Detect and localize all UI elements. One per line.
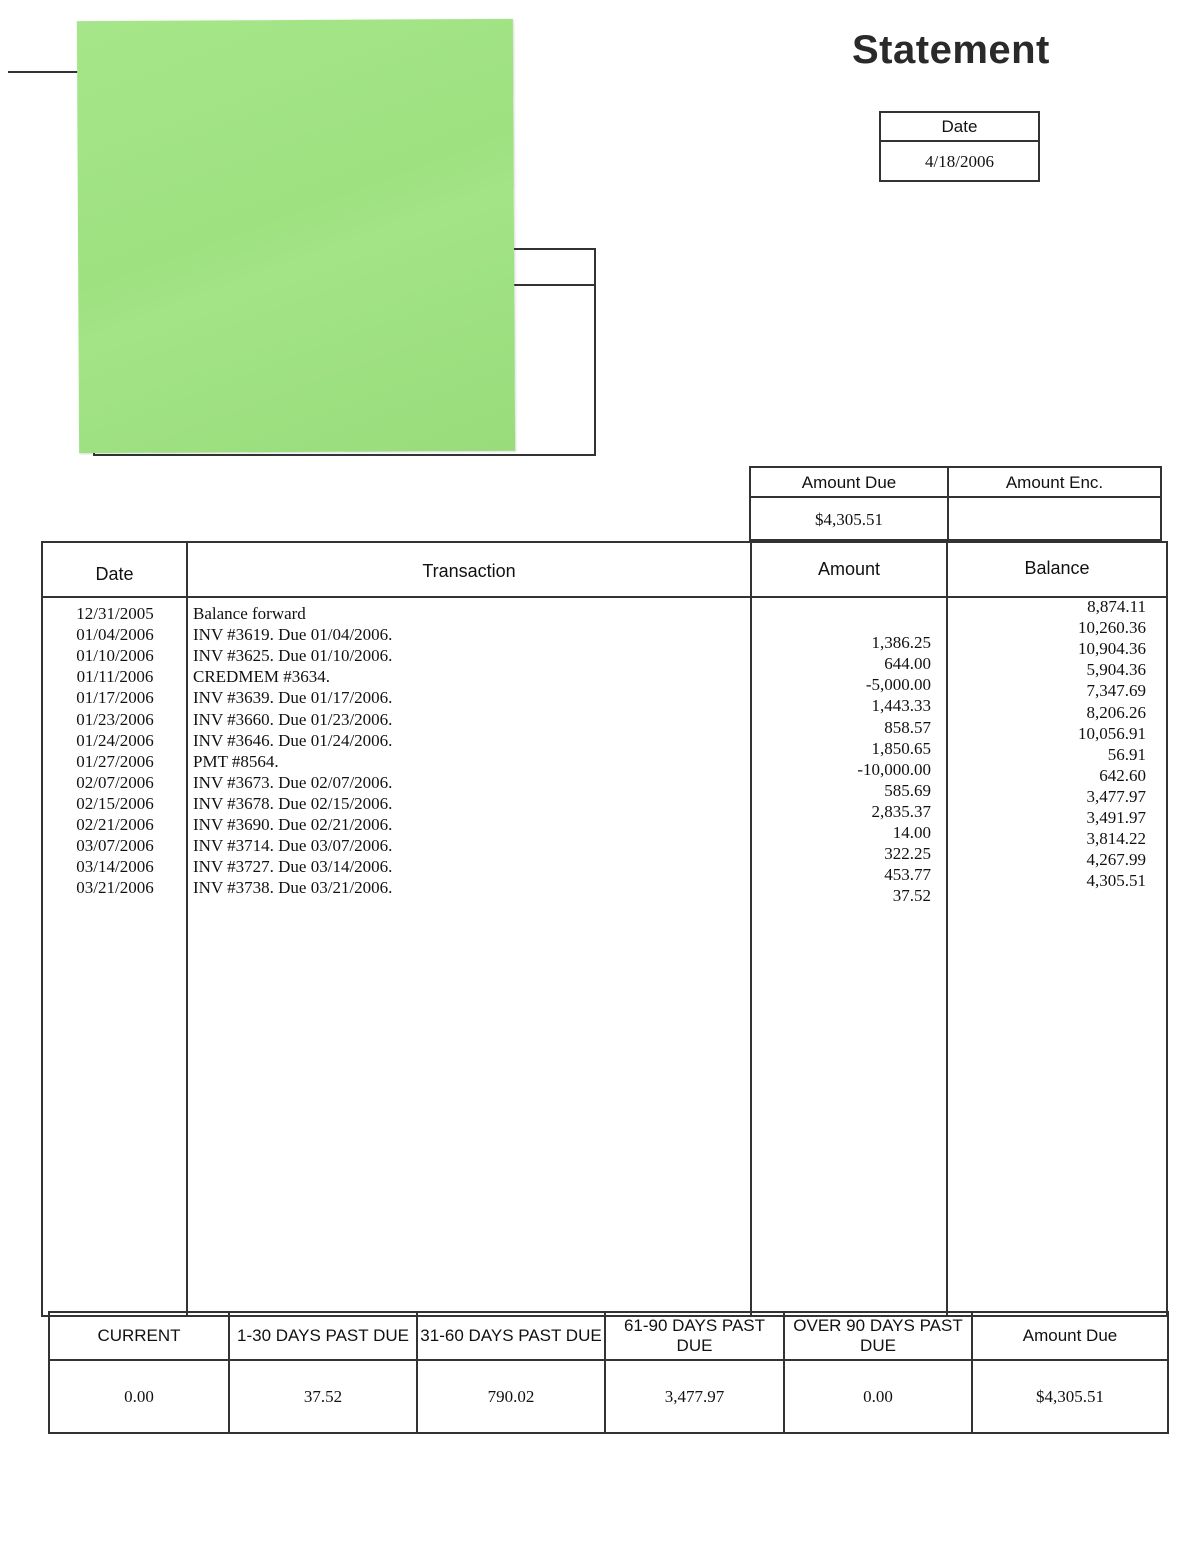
row-transaction: INV #3646. Due 01/24/2006. (193, 730, 393, 750)
row-date: 01/04/2006 (76, 625, 154, 645)
row-balance: 8,206.26 (1086, 702, 1146, 722)
row-transaction: INV #3738. Due 03/21/2006. (193, 878, 393, 898)
amount-enc-label: Amount Enc. (1005, 473, 1104, 492)
row-amount: 1,386.25 (871, 633, 931, 653)
statement-date-box (879, 111, 1040, 182)
row-amount: 453.77 (884, 865, 931, 885)
aging-value-1-30: 37.52 (303, 1387, 343, 1406)
row-date: 01/17/2006 (76, 688, 154, 708)
row-transaction: PMT #8564. (193, 751, 279, 771)
row-date: 01/24/2006 (76, 730, 154, 750)
aging-table (48, 1311, 1169, 1434)
header-date: Date (95, 564, 134, 584)
row-date: 01/27/2006 (76, 751, 154, 771)
aging-value-over-90: 0.00 (863, 1387, 893, 1406)
aging-value-current: 0.00 (124, 1387, 154, 1406)
row-amount: 2,835.37 (871, 801, 931, 821)
row-transaction: CREDMEM #3634. (193, 667, 330, 687)
row-balance: 10,260.36 (1078, 618, 1146, 638)
row-amount: 585.69 (884, 780, 931, 800)
header-transaction: Transaction (422, 561, 516, 581)
row-transaction: INV #3625. Due 01/10/2006. (193, 646, 393, 666)
row-balance: 3,491.97 (1086, 808, 1146, 827)
row-date: 03/07/2006 (76, 836, 154, 856)
column-divider (946, 543, 948, 1315)
row-date: 01/23/2006 (76, 709, 154, 729)
row-balance: 10,904.36 (1078, 639, 1146, 659)
aging-value-31-60: 790.02 (487, 1387, 535, 1406)
row-balance: 3,477.97 (1086, 786, 1146, 806)
page-title: Statement (852, 28, 1050, 72)
amount-due-value: $4,305.51 (815, 510, 883, 529)
row-balance: 642.60 (1099, 765, 1146, 785)
row-amount: 1,443.33 (871, 696, 931, 716)
row-amount: -10,000.00 (857, 759, 931, 779)
row-date: 01/11/2006 (76, 667, 154, 687)
row-balance: 4,267.99 (1086, 850, 1146, 870)
row-transaction: INV #3727. Due 03/14/2006. (193, 857, 393, 877)
row-amount: 1,850.65 (871, 738, 931, 758)
row-balance: 3,814.22 (1086, 829, 1146, 849)
row-amount: 14.00 (892, 823, 931, 842)
fold-mark (8, 71, 78, 73)
row-transaction: INV #3639. Due 01/17/2006. (193, 688, 393, 708)
row-balance: 7,347.69 (1086, 681, 1146, 701)
row-date: 02/07/2006 (76, 772, 154, 792)
row-transaction: INV #3660. Due 01/23/2006. (193, 709, 393, 729)
row-date: 12/31/2005 (76, 604, 154, 623)
row-date: 02/21/2006 (76, 815, 154, 834)
row-transaction: INV #3690. Due 02/21/2006. (193, 815, 393, 834)
amount-enc-value (949, 498, 1160, 542)
amount-due-label: Amount Due (801, 473, 897, 492)
row-balance: 10,056.91 (1078, 723, 1146, 743)
date-box-value: 4/18/2006 (925, 152, 994, 171)
row-transaction: INV #3714. Due 03/07/2006. (193, 836, 393, 856)
row-date: 03/14/2006 (76, 857, 154, 877)
aging-value-61-90: 3,477.97 (664, 1387, 725, 1406)
row-date: 01/10/2006 (76, 646, 154, 666)
row-amount: 858.57 (884, 717, 931, 737)
header-balance: Balance (1024, 558, 1090, 578)
header-amount: Amount (817, 559, 881, 579)
row-balance: 8,874.11 (1087, 597, 1146, 616)
column-divider (186, 543, 188, 1315)
row-amount (752, 611, 931, 632)
row-transaction: INV #3678. Due 02/15/2006. (193, 793, 393, 813)
date-box-label: Date (881, 113, 1038, 142)
row-date: 03/21/2006 (76, 878, 154, 898)
aging-header-61-90: 61-90 DAYS PAST DUE (623, 1316, 766, 1355)
aging-header-1-30: 1-30 DAYS PAST DUE (237, 1326, 409, 1345)
aging-header-current: CURRENT (97, 1326, 181, 1345)
aging-header-amount-due: Amount Due (1022, 1326, 1118, 1345)
row-balance: 4,305.51 (1086, 871, 1146, 891)
aging-value-amount-due: $4,305.51 (1036, 1387, 1104, 1406)
row-balance: 5,904.36 (1086, 660, 1146, 680)
row-transaction: Balance forward (193, 604, 306, 623)
sticky-note-redaction (77, 19, 515, 453)
row-amount: 644.00 (884, 654, 931, 674)
row-balance: 56.91 (1107, 744, 1146, 764)
row-transaction: INV #3673. Due 02/07/2006. (193, 772, 393, 792)
row-date: 02/15/2006 (76, 793, 154, 813)
row-amount: 322.25 (884, 844, 931, 864)
aging-header-31-60: 31-60 DAYS PAST DUE (420, 1326, 602, 1345)
aging-header-over-90: OVER 90 DAYS PAST DUE (793, 1316, 963, 1355)
row-transaction: INV #3619. Due 01/04/2006. (193, 625, 393, 645)
row-amount: 37.52 (892, 886, 931, 906)
row-amount: -5,000.00 (865, 675, 931, 695)
amount-summary-box (749, 466, 1162, 541)
